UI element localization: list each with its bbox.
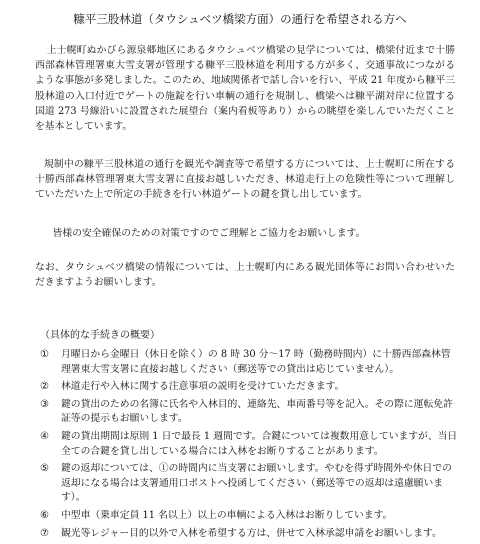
procedure-text: 観光等レジャー目的以外で入林を希望する方は、併せて入林承認申請をお願いします。 (61, 527, 442, 539)
procedure-number: ① (40, 349, 49, 360)
procedure-number: ③ (40, 398, 49, 410)
procedure-item (40, 527, 460, 542)
procedure-item (40, 348, 460, 377)
procedures-heading: （具体的な手続きの概要） (40, 330, 160, 341)
procedure-number: ④ (40, 430, 49, 442)
procedure-text: 月曜日から金曜日（休日を除く）の 8 時 30 分～17 時（勤務時間内）に十勝西部森林管理署東大雪支署に直接お越しください（郵送等での貸出は応じていません）。 (61, 349, 451, 375)
procedure-text: 鍵の貸出期間は原則 1 日で最長 1 週間です。合鍵については複数用意していますが、当日全ての合鍵を貸し出している場合には入林をお断りすることがあります。 (61, 430, 458, 457)
intro-paragraph: 上士幌町ぬかびら源泉郷地区にあるタウシュベツ橋梁の見学については、橋梁付近まで十勝西部森林管理署東大雪支署が管理する糠平三股林道を利用する方が多く、交通事故につながるような事態が多発しました。このため、地域関係者で話し合いを行い、平成 21 年度から糠平三股林道の入口付近でゲートの施錠を行い車輌の通行を規制し、橋梁へは糠平湖対岸に位置する国道 273 号線沿いに設置された展望台（案内看板等あり）からの眺望を楽しんでいただくことを基本としています。 (35, 45, 455, 133)
procedure-number: ② (40, 381, 49, 393)
procedure-item (40, 462, 460, 506)
procedure-text: 中型車（乗車定員 11 名以上）以上の車輌による入林はお断りしています。 (61, 509, 393, 521)
procedure-item (40, 430, 460, 459)
cooperation-paragraph: 皆様の安全確保のための対策ですのでご理解とご協力をお願いします。 (52, 228, 366, 239)
inquiry-paragraph: なお、タウシュベツ橋梁の情報については、上士幌町内にある観光団体等にお問い合わせいただきますようお願いします。 (35, 262, 455, 289)
procedure-number: ⑤ (40, 463, 49, 475)
procedure-item (40, 398, 460, 427)
procedure-text: 鍵の返却については、①の時間内に当支署にお願いします。やむを得ず時間外や休日での返却になる場合は支署通用口ポストへ投函してください（郵送等での返却は遠慮願います）。 (61, 463, 452, 504)
regulation-paragraph: 規制中の糠平三股林道の通行を観光や調査等で希望する方については、上士幌町に所在する十勝西部森林管理署東大雪支署に直接お越しいただき、林道走行上の危険性等について理解していただいた上で所定の手続きを行い林道ゲートの鍵を貸し出しています。 (35, 159, 455, 201)
procedure-text: 林道走行や入林に関する注意事項の説明を受けていただきます。 (61, 381, 345, 393)
procedure-number: ⑦ (40, 527, 49, 539)
procedure-item (40, 380, 460, 395)
procedure-item (40, 509, 460, 524)
procedure-text: 鍵の貸出のための名簿に氏名や入林目的、連絡先、車両番号等を記入。その際に運転免許証等の提示もお願いします。 (61, 398, 453, 425)
procedures-list (40, 348, 460, 544)
procedure-number: ⑥ (40, 509, 49, 521)
document-title: 糠平三股林道（タウシュベツ橋梁方面）の通行を希望される方へ (73, 12, 407, 26)
